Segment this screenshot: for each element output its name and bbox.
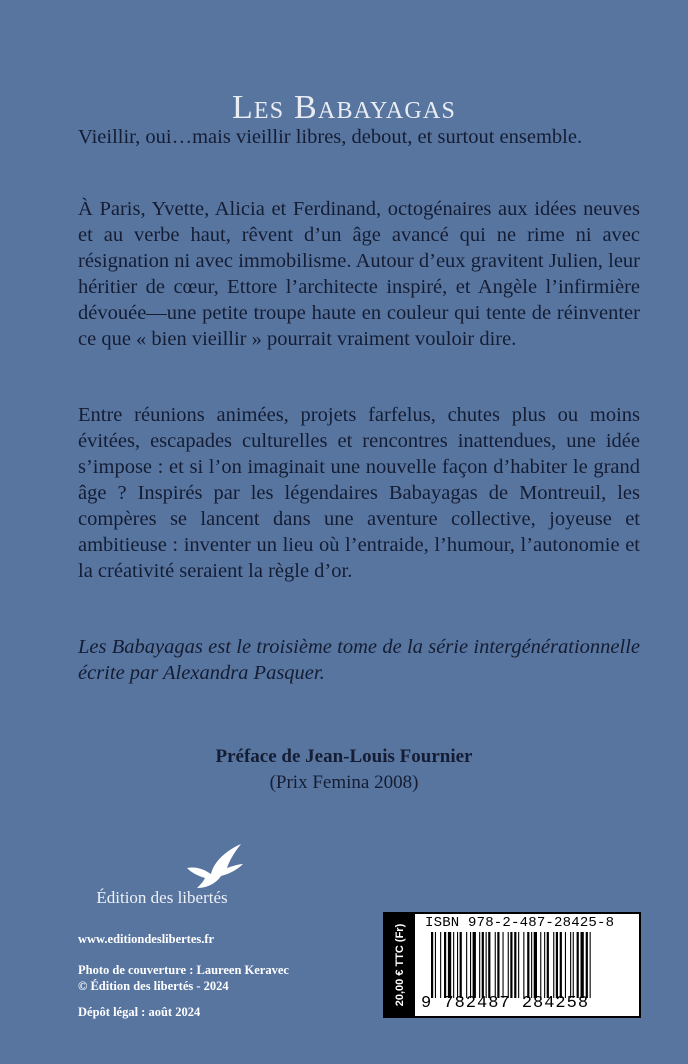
barcode-bar [488, 932, 490, 998]
price-strip [385, 914, 415, 1016]
barcode-bar [581, 932, 584, 998]
barcode-bar [473, 932, 476, 998]
barcode-bar [435, 932, 436, 998]
barcode-bar [531, 932, 532, 998]
barcode-bar [518, 932, 519, 998]
preface-award: (Prix Femina 2008) [269, 772, 419, 793]
barcode-bar [527, 932, 529, 998]
barcode-bar [497, 932, 499, 998]
dove-icon [183, 842, 245, 890]
barcode-bar [573, 932, 574, 998]
publisher-website: www.editiondeslibertes.fr [78, 932, 215, 946]
ean-number: 9 782487 284258 [421, 994, 590, 1013]
barcode-bar [523, 932, 524, 998]
barcode-bar [508, 932, 509, 998]
barcode-bar [444, 932, 446, 998]
barcode-bar [482, 932, 484, 998]
book-title: Les Babayagas [231, 88, 457, 126]
synopsis-paragraph-2: Entre réunions animées, projets farfelus, chutes plus ou moins évitées, escapades culturelles et rencontres inattendues, une idée s’impose : et si l’on imaginait une nouvelle façon d’habiter le grand âge ? Inspirés par les légendaires Babayagas de Montreuil, les compères se lancent dans une aventure collective, joyeuse et ambitieuse : inventer un lieu où l’entraide, l’humour, l’autonomie et la créativité seraient la règle d’or. [78, 404, 640, 582]
barcode-bar [577, 932, 579, 998]
barcode-bar [510, 932, 512, 998]
isbn-label: ISBN 978-2-487-28425-8 [425, 915, 615, 931]
barcode-bar [440, 932, 441, 998]
synopsis-paragraph-1: À Paris, Yvette, Alicia et Ferdinand, octogénaires aux idées neuves et au verbe haut, rêvent d’un âge avancé qui ne rime ni avec résignation ni avec immobilisme. Autour d’eux gravitent Julien, leur héritier de cœur, Ettore l’architecte inspiré, et Angèle l’infirmière dévouée—une petite troupe haute en couleur qui tente de réinventer ce que « bien vieillir » pourrait vraiment vouloir dire. [78, 198, 640, 350]
barcode-bar [553, 932, 554, 998]
barcode-bar [460, 932, 462, 998]
barcode-bar [586, 932, 588, 998]
barcode-bar [466, 932, 467, 998]
barcode-bar [514, 932, 516, 998]
barcode-bar [495, 932, 496, 998]
barcode-bar [590, 932, 591, 998]
barcode-bar [544, 932, 545, 998]
barcode-bar [540, 932, 541, 998]
publisher-name: Édition des libertés [96, 888, 228, 907]
barcode-bar [560, 932, 562, 998]
barcode-bar [503, 932, 504, 998]
barcode-bar [457, 932, 458, 998]
barcode-bar [570, 932, 571, 998]
barcode-bar [470, 932, 471, 998]
barcode-block [383, 912, 641, 1018]
preface-author: Préface de Jean-Louis Fournier [215, 746, 473, 767]
barcode-bar [565, 932, 566, 998]
barcode-bar [453, 932, 454, 998]
tagline-paragraph: Vieillir, oui…mais vieillir libres, debout, et surtout ensemble. [78, 126, 583, 148]
barcode-bar [556, 932, 558, 998]
barcode-bar [486, 932, 487, 998]
barcode-bar [431, 932, 433, 998]
barcode-bars [431, 932, 635, 998]
barcode-bar [448, 932, 451, 998]
series-note: Les Babayagas est le troisième tome de la série intergénérationnelle écrite par Alexandra Pasquer. [78, 636, 640, 684]
copyright: © Édition des libertés - 2024 [78, 979, 229, 993]
barcode-bar [534, 932, 537, 998]
barcode-bar [479, 932, 480, 998]
price-label: 20,00 € TTC (Fr) [394, 923, 406, 1007]
photo-credit: Photo de couverture : Laureen Keravec [78, 963, 289, 977]
legal-deposit: Dépôt légal : août 2024 [78, 1005, 201, 1019]
barcode-bar [547, 932, 549, 998]
